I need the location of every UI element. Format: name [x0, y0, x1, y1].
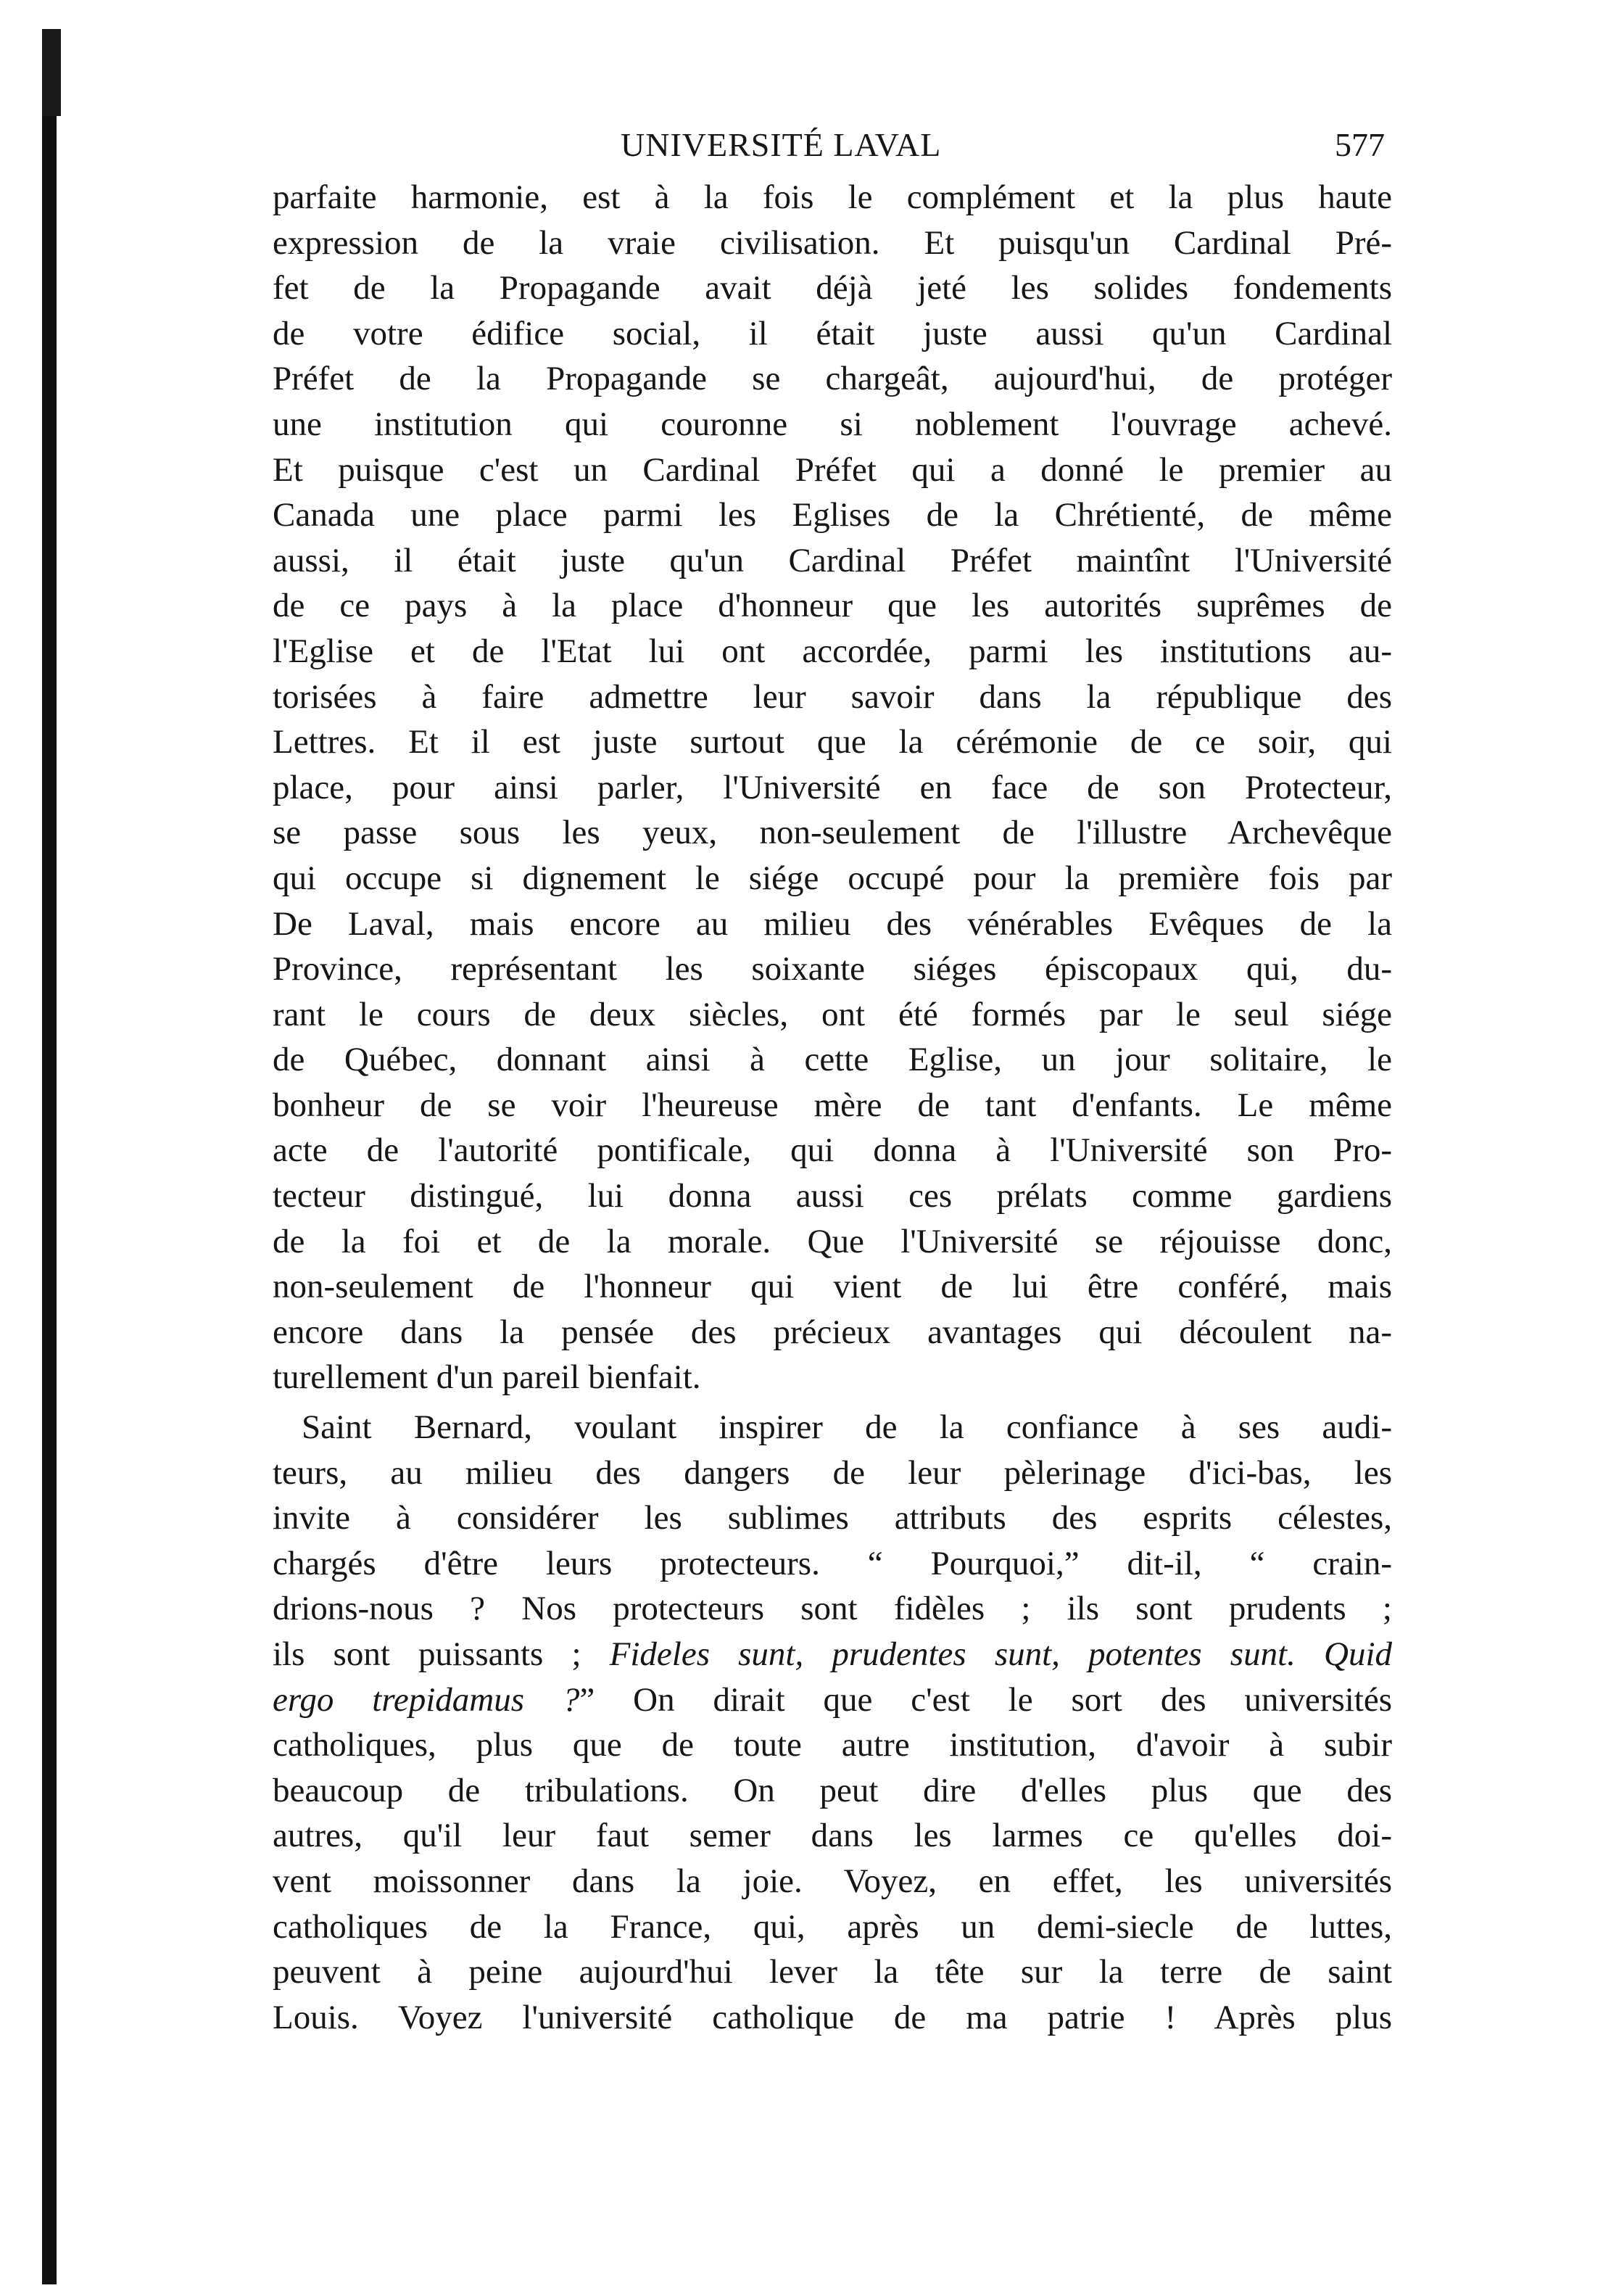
text-line: place, pour ainsi parler, l'Université en face de son Protecteur, — [273, 768, 1392, 806]
running-title: UNIVERSITÉ LAVAL — [621, 126, 942, 163]
text-line: chargés d'être leurs protecteurs. “ Pourquoi,” dit-il, “ crain- — [273, 1544, 1392, 1582]
text-line: Province, représentant les soixante siéges épiscopaux qui, du- — [273, 950, 1392, 988]
text-line: Préfet de la Propagande se chargeât, aujourd'hui, de protéger — [273, 360, 1392, 398]
text-line: aussi, il était juste qu'un Cardinal Préfet maintînt l'Université — [273, 541, 1392, 579]
text-line: bonheur de se voir l'heureuse mère de tant d'enfants. Le même — [273, 1086, 1392, 1124]
latin-quotation: ergo trepidamus ? — [273, 1680, 580, 1719]
text-line: De Laval, mais encore au milieu des vénérables Evêques de la — [273, 904, 1392, 943]
book-binding-edge — [42, 29, 57, 2284]
text-line: Saint Bernard, voulant inspirer de la confiance à ses audi- — [302, 1408, 1392, 1447]
text-line: fet de la Propagande avait déjà jeté les solides fondements — [273, 269, 1392, 307]
text-line: turellement d'un pareil bienfait. — [273, 1358, 701, 1397]
text-line: catholiques, plus que de toute autre institution, d'avoir à subir — [273, 1726, 1392, 1764]
text-line: invite à considérer les sublimes attributs des esprits célestes, — [273, 1499, 1392, 1537]
text-line: acte de l'autorité pontificale, qui donna à l'Université son Pro- — [273, 1131, 1392, 1170]
text-line: peuvent à peine aujourd'hui lever la tête sur la terre de saint — [273, 1953, 1392, 1991]
book-binding-top — [42, 29, 61, 116]
text-line: parfaite harmonie, est à la fois le complément et la plus haute — [273, 178, 1392, 216]
text-line: drions-nous ? Nos protecteurs sont fidèles ; ils sont prudents ; — [273, 1590, 1392, 1628]
book-page — [273, 120, 1392, 2040]
running-head — [273, 120, 1392, 170]
text-line: encore dans la pensée des précieux avantages qui découlent na- — [273, 1313, 1392, 1351]
paragraph — [273, 175, 1392, 1400]
text-line: non-seulement de l'honneur qui vient de lui être conféré, mais — [273, 1268, 1392, 1306]
latin-quotation: Fideles sunt, prudentes sunt, potentes sunt. Quid — [609, 1635, 1392, 1673]
text-run: ” On dirait que c'est le sort des universités — [579, 1680, 1392, 1719]
text-line: l'Eglise et de l'Etat lui ont accordée, parmi les institutions au- — [273, 632, 1392, 670]
text-line: teurs, au milieu des dangers de leur pèlerinage d'ici-bas, les — [273, 1453, 1392, 1492]
text-line: se passe sous les yeux, non-seulement de l'illustre Archevêque — [273, 814, 1392, 852]
text-line: torisées à faire admettre leur savoir dans la république des — [273, 677, 1392, 716]
text-line: de votre édifice social, il était juste aussi qu'un Cardinal — [273, 314, 1392, 352]
text-line: Louis. Voyez l'université catholique de ma patrie ! Après plus — [273, 1998, 1392, 2036]
text-line: tecteur distingué, lui donna aussi ces prélats comme gardiens — [273, 1177, 1392, 1215]
text-line: autres, qu'il leur faut semer dans les larmes ce qu'elles doi- — [273, 1817, 1392, 1855]
text-run: ils sont puissants ; — [273, 1635, 610, 1673]
body-text — [273, 175, 1392, 2040]
text-line: de la foi et de la morale. Que l'Université se réjouisse donc, — [273, 1222, 1392, 1260]
text-line: qui occupe si dignement le siége occupé pour la première fois par — [273, 859, 1392, 897]
text-line: vent moissonner dans la joie. Voyez, en effet, les universités — [273, 1862, 1392, 1900]
paragraph — [273, 1405, 1392, 2040]
text-line — [273, 1632, 1392, 1677]
text-line: expression de la vraie civilisation. Et puisqu'un Cardinal Pré- — [273, 223, 1392, 262]
text-line: beaucoup de tribulations. On peut dire d'elles plus que des — [273, 1771, 1392, 1809]
text-line: Canada une place parmi les Eglises de la Chrétienté, de même — [273, 496, 1392, 534]
text-line — [273, 1677, 1392, 1723]
page-number: 577 — [1335, 126, 1385, 163]
text-line: catholiques de la France, qui, après un demi-siecle de luttes, — [273, 1907, 1392, 1946]
text-line: une institution qui couronne si noblement l'ouvrage achevé. — [273, 405, 1392, 443]
text-line: rant le cours de deux siècles, ont été formés par le seul siége — [273, 995, 1392, 1033]
text-line: Lettres. Et il est juste surtout que la cérémonie de ce soir, qui — [273, 723, 1392, 761]
text-line: de ce pays à la place d'honneur que les autorités suprêmes de — [273, 587, 1392, 625]
text-line: Et puisque c'est un Cardinal Préfet qui a donné le premier au — [273, 450, 1392, 489]
text-line: de Québec, donnant ainsi à cette Eglise, un jour solitaire, le — [273, 1041, 1392, 1079]
